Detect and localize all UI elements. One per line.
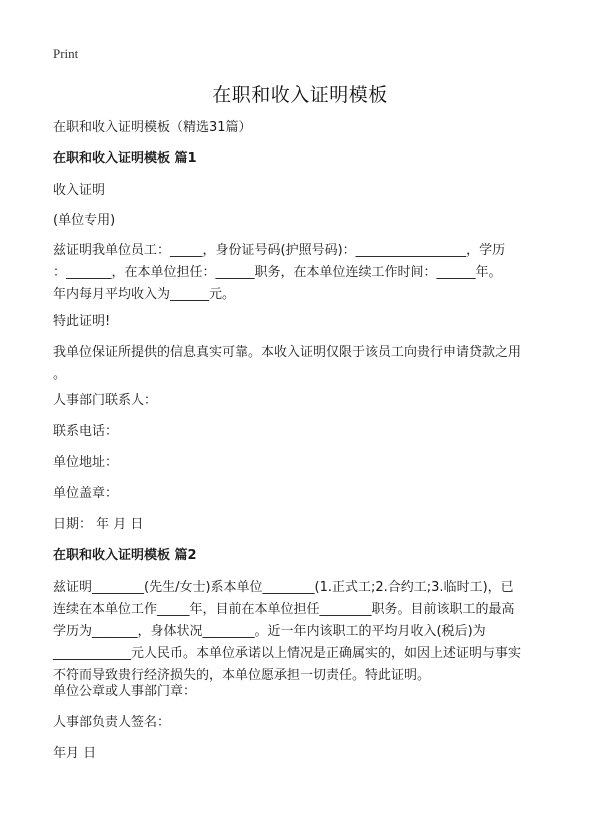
document-title: 在职和收入证明模板 bbox=[212, 84, 388, 106]
section1-guarantee bbox=[53, 342, 553, 386]
section2-date: 年月 日 bbox=[53, 746, 97, 761]
section1-heading: 在职和收入证明模板 篇1 bbox=[53, 151, 197, 166]
section1-body-line: 年内每月平均收入为______元。 bbox=[53, 287, 236, 302]
section1-guarantee-line: 。 bbox=[53, 367, 67, 382]
section2-body-line: 连续在本单位工作_____年，目前在本单位担任________职务。目前该职工的最高 bbox=[53, 602, 515, 617]
section1-seal: 单位盖章： bbox=[53, 486, 119, 501]
section2-body-line: 不符而导致贵行经济损失的，本单位愿承担一切责任。特此证明。 bbox=[53, 668, 431, 683]
section2-body-line: ____________元人民币。本单位承诺以上情况是正确属实的，如因上述证明与事实 bbox=[53, 646, 522, 661]
section1-guarantee-line: 我单位保证所提供的信息真实可靠。本收入证明仅限于该员工向贵行申请贷款之用 bbox=[53, 345, 522, 360]
section2-signature: 人事部负责人签名： bbox=[53, 715, 171, 730]
section2-body-line: 学历为_______，身体状况________。近一年内该职工的平均月收入(税后)为 bbox=[53, 624, 486, 639]
section1-hr-contact: 人事部门联系人： bbox=[53, 393, 158, 408]
section1-phone: 联系电话： bbox=[53, 424, 119, 439]
print-label[interactable]: Print bbox=[53, 46, 79, 61]
document-intro: 在职和收入证明模板（精选31篇） bbox=[53, 120, 252, 135]
section1-subtitle: 收入证明 bbox=[53, 183, 106, 198]
section1-body bbox=[53, 240, 553, 306]
section2-body bbox=[53, 577, 553, 687]
section2-heading: 在职和收入证明模板 篇2 bbox=[53, 548, 197, 563]
section1-body-line: 兹证明我单位员工：_____，身份证号码(护照号码)：_________________，学历 bbox=[53, 243, 506, 258]
section1-hereby: 特此证明! bbox=[53, 314, 111, 329]
section2-seal: 单位公章或人事部门章： bbox=[53, 684, 197, 699]
section1-date: 日期： 年 月 日 bbox=[53, 517, 144, 532]
section1-note: (单位专用) bbox=[53, 213, 116, 228]
section1-address: 单位地址： bbox=[53, 455, 119, 470]
section1-body-line: ：_______，在本单位担任：______职务，在本单位连续工作时间：______年。 bbox=[53, 265, 502, 280]
section2-body-line: 兹证明________(先生/女士)系本单位________(1.正式工;2.合约工;3.临时工)，已 bbox=[53, 580, 514, 595]
